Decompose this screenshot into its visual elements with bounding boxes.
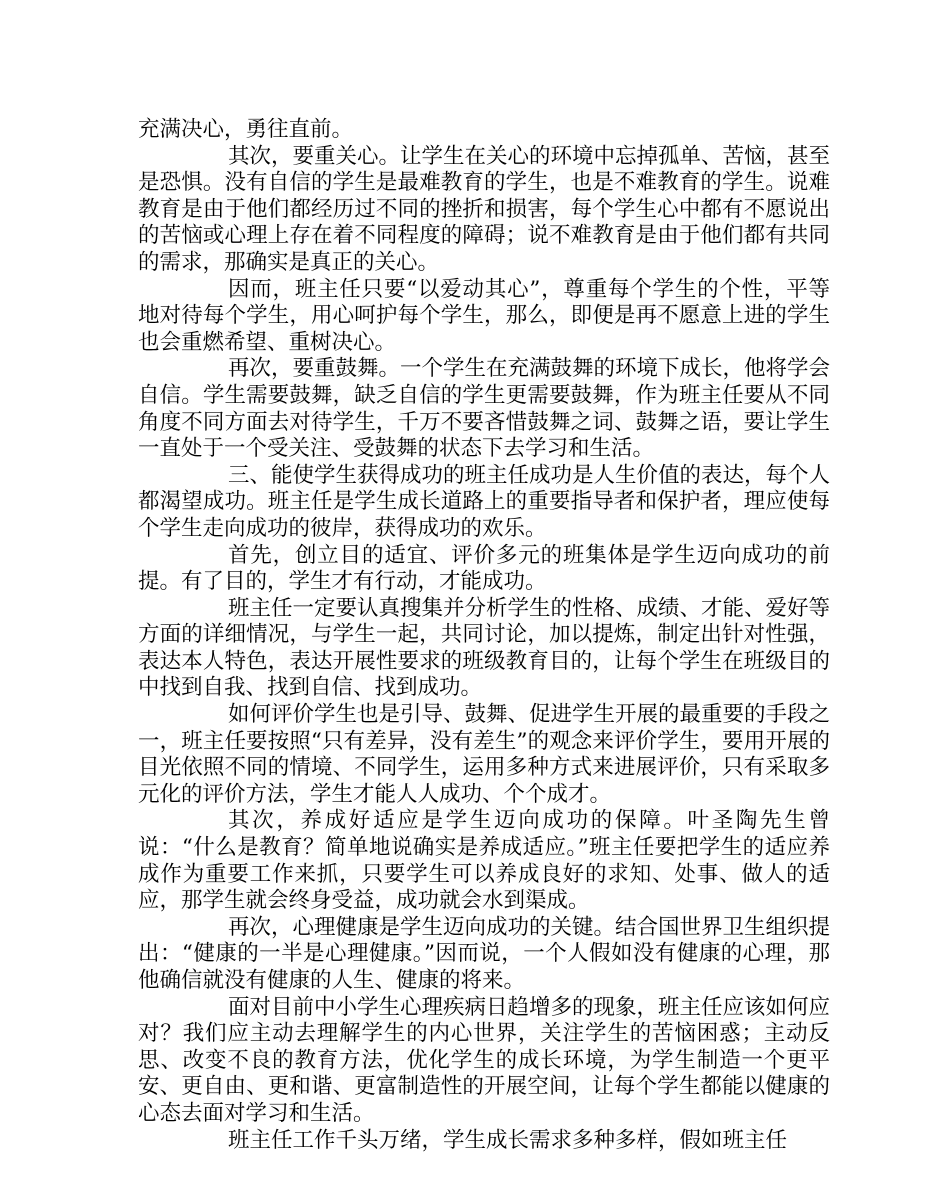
paragraph: 再次，心理健康是学生迈向成功的关键。结合国世界卫生组织提出：“健康的一半是心理健康。”因而说，一个人假如没有健康的心理，那他确信就没有健康的人生、健康的将来。 [138,914,831,993]
paragraph: 充满决心，勇往直前。 [138,117,354,142]
paragraph: 班主任工作千头万绪，学生成长需求多种多样，假如班主任 [228,1127,788,1153]
paragraph: 如何评价学生也是引导、鼓舞、促进学生开展的最重要的手段之一，班主任要按照“只有差异，没有差生”的观念来评价学生，要用开展的目光依照不同的情境、不同学生，运用多种方式来进展评价，只有采取多元化的评价方法，学生才能人人成功、个个成才。 [138,702,831,807]
document-page [138,117,830,1154]
paragraph: 因而，班主任只要“以爱动其心”，尊重每个学生的个性，平等地对待每个学生，用心呵护每个学生，那么，即便是再不愿意上进的学生也会重燃希望、重树决心。 [138,276,830,355]
paragraph: 面对目前中小学生心理疾病日趋增多的现象，班主任应该如何应对？我们应主动去理解学生的内心世界，关注学生的苦恼困惑；主动反思、改变不良的教育方法，优化学生的成长环境，为学生制造一个更平安、更自由、更和谐、更富制造性的开展空间，让每个学生都能以健康的心态去面对学习和生活。 [138,994,831,1126]
paragraph: 其次，要重关心。让学生在关心的环境中忘掉孤单、苦恼，甚至是恐惧。没有自信的学生是最难教育的学生，也是不难教育的学生。说难教育是由于他们都经历过不同的挫折和损害，每个学生心中都有不愿说出的苦恼或心理上存在着不同程度的障碍；说不难教育是由于他们都有共同的需求，那确实是真正的关心。 [138,143,831,275]
paragraph: 三、能使学生获得成功的班主任成功是人生价值的表达，每个人都渴望成功。班主任是学生成长道路上的重要指导者和保护者，理应使每个学生走向成功的彼岸，获得成功的欢乐。 [138,462,831,541]
paragraph: 其次，养成好适应是学生迈向成功的保障。叶圣陶先生曾说：“什么是教育？简单地说确实是养成适应。”班主任要把学生的适应养成作为重要工作来抓，只要学生可以养成良好的求知、处事、做人的适应，那学生就会终身受益，成功就会水到渠成。 [138,808,830,914]
paragraph: 班主任一定要认真搜集并分析学生的性格、成绩、才能、爱好等方面的详细情况，与学生一起，共同讨论，加以提炼，制定出针对性强，表达本人特色，表达开展性要求的班级教育目的，让每个学生在班级目的中找到自我、找到自信、找到成功。 [138,595,831,701]
paragraph: 再次，要重鼓舞。一个学生在充满鼓舞的环境下成长，他将学会自信。学生需要鼓舞，缺乏自信的学生更需要鼓舞，作为班主任要从不同角度不同方面去对待学生，千万不要吝惜鼓舞之词、鼓舞之语，要让学生一直处于一个受关注、受鼓舞的状态下去学习和生活。 [138,356,831,462]
paragraph: 首先，创立目的适宜、评价多元的班集体是学生迈向成功的前提。有了目的，学生才有行动，才能成功。 [138,542,830,595]
